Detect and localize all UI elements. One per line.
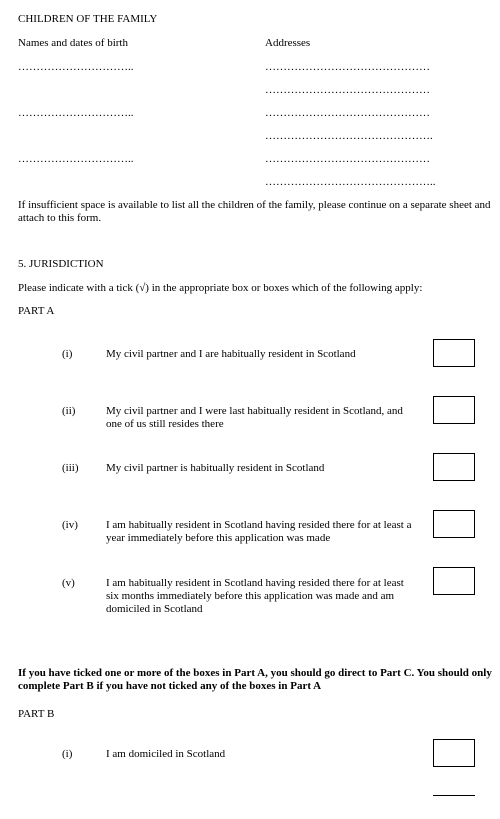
- jurisdiction-instruction: Please indicate with a tick (√) in the appropriate box or boxes which of the following apply:: [18, 282, 423, 294]
- addresses-column-header: Addresses: [265, 37, 311, 49]
- part-a-item-4-checkbox[interactable]: [433, 510, 475, 538]
- part-a-item-5-text: I am habitually resident in Scotland having resided there for at least six months immediately before this application was made and am domiciled in Scotland: [106, 577, 404, 615]
- part-a-item-1-checkbox[interactable]: [433, 339, 475, 367]
- part-a-item-5-number: (v): [62, 577, 75, 589]
- part-a-item-2-number: (ii): [62, 405, 76, 417]
- part-b-item-1-number: (i): [62, 748, 73, 760]
- child-address-line-6[interactable]: ………………………………………..: [265, 176, 436, 188]
- child-address-line-2[interactable]: ………………………………………: [265, 84, 430, 96]
- child-address-line-5[interactable]: ………………………………………: [265, 153, 430, 165]
- child-name-line-2[interactable]: …………………………..: [18, 107, 134, 119]
- part-b-label: PART B: [18, 708, 55, 720]
- child-name-line-3[interactable]: …………………………..: [18, 153, 134, 165]
- child-address-line-3[interactable]: ………………………………………: [265, 107, 430, 119]
- child-address-line-1[interactable]: ………………………………………: [265, 61, 430, 73]
- part-a-item-4-text: I am habitually resident in Scotland having resided there for at least a year immediately before this application was made: [106, 519, 412, 544]
- part-b-item-1-text: I am domiciled in Scotland: [106, 748, 226, 760]
- part-a-item-3-text: My civil partner is habitually resident in Scotland: [106, 462, 325, 474]
- continuation-note: If insufficient space is available to list all the children of the family, please continue on a separate sheet and attach to this form.: [18, 199, 491, 224]
- part-a-item-3-checkbox[interactable]: [433, 453, 475, 481]
- part-a-item-3-number: (iii): [62, 462, 79, 474]
- children-heading: CHILDREN OF THE FAMILY: [18, 13, 158, 25]
- part-a-item-2-text: My civil partner and I were last habitually resident in Scotland, and one of us still resides there: [106, 405, 403, 430]
- part-c-direction-note: If you have ticked one or more of the boxes in Part A, you should go direct to Part C. You should only complete Part B if you have not ticked any of the boxes in Part A: [18, 667, 492, 692]
- part-a-item-1-number: (i): [62, 348, 73, 360]
- child-name-line-1[interactable]: …………………………..: [18, 61, 134, 73]
- child-address-line-4[interactable]: ……………………………………….: [265, 130, 433, 142]
- part-b-item-1-checkbox[interactable]: [433, 739, 475, 767]
- part-b-item-2-checkbox-top-edge[interactable]: [433, 795, 475, 796]
- names-column-header: Names and dates of birth: [18, 37, 128, 49]
- part-a-label: PART A: [18, 305, 55, 317]
- part-a-item-2-checkbox[interactable]: [433, 396, 475, 424]
- jurisdiction-heading: 5. JURISDICTION: [18, 258, 104, 270]
- part-a-item-1-text: My civil partner and I are habitually resident in Scotland: [106, 348, 356, 360]
- part-a-item-5-checkbox[interactable]: [433, 567, 475, 595]
- part-a-item-4-number: (iv): [62, 519, 78, 531]
